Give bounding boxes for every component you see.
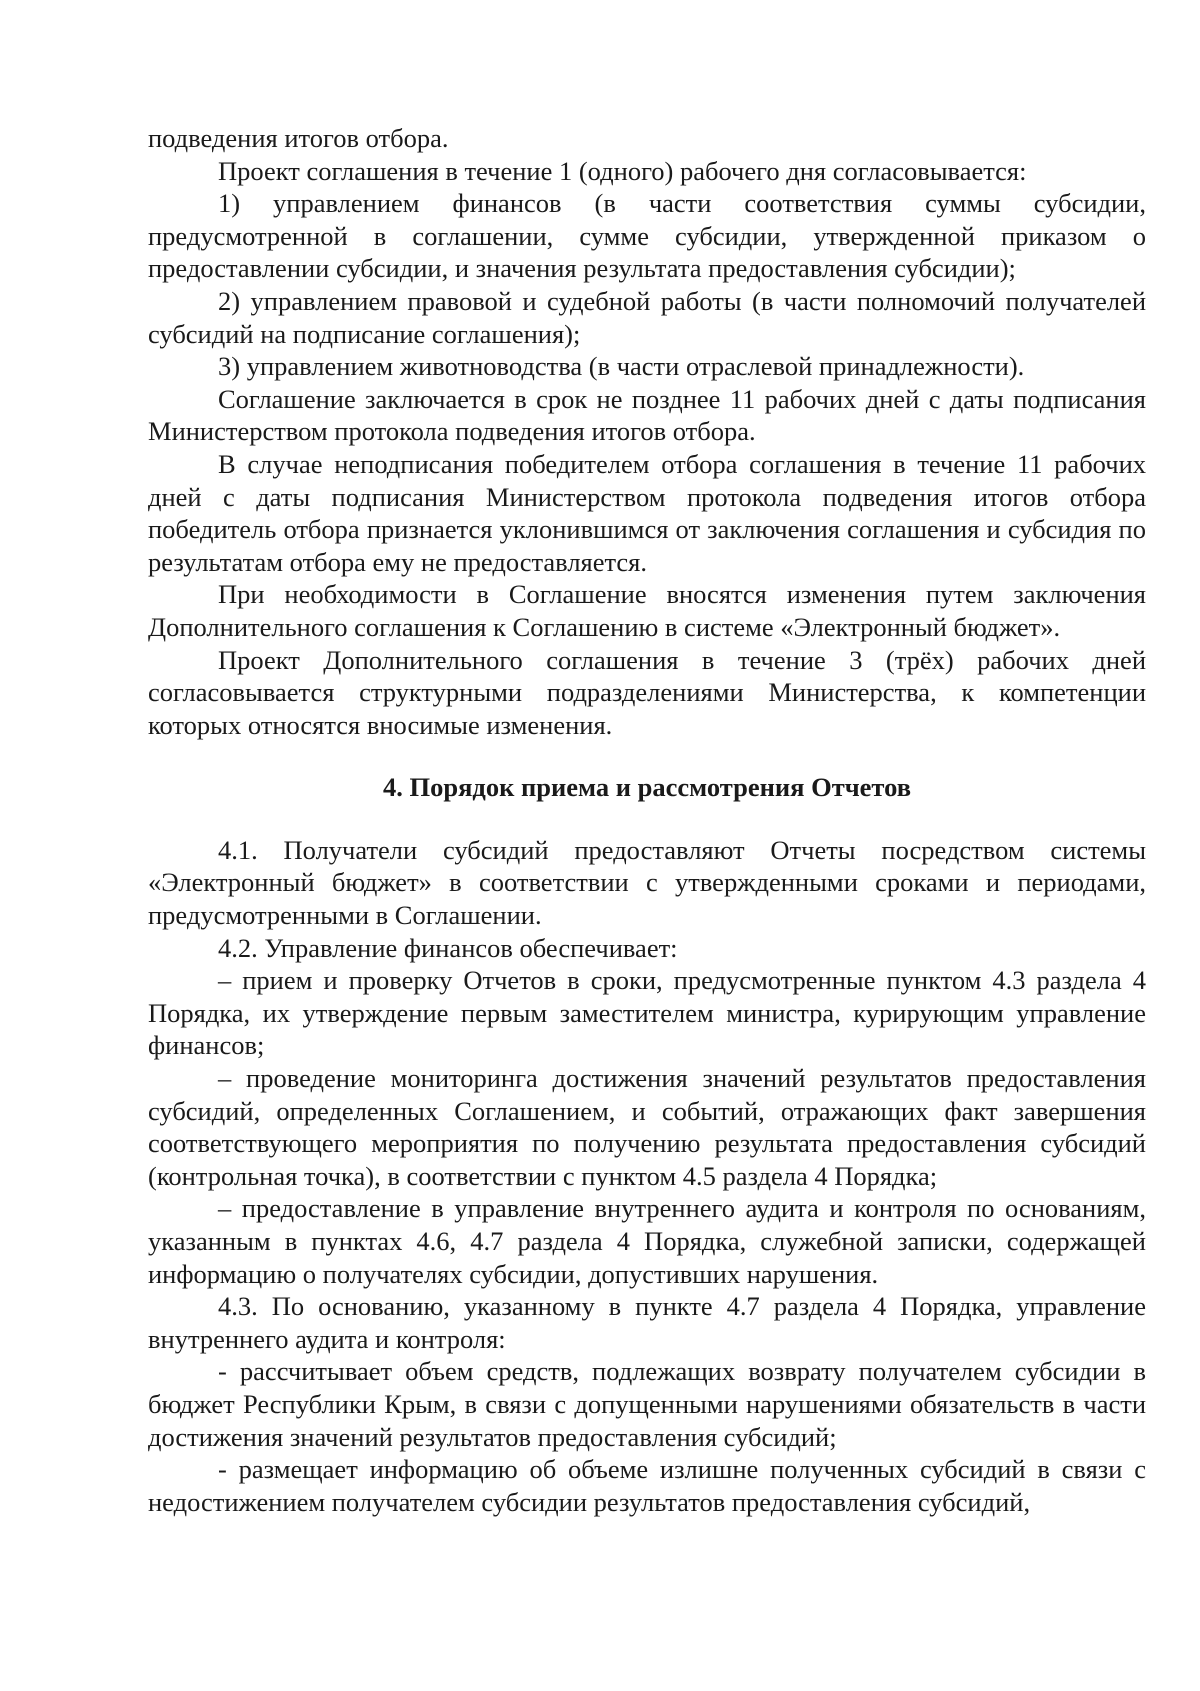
list-item: – проведение мониторинга достижения значений результатов предоставления субсидий, определенных Соглашением, и событий, отражающих факт завершения соответствующего мероприятия по получению результата предоставления субсидий (контрольная точка), в соответствии с пунктом 4.5 раздела 4 Порядка; <box>148 1063 1146 1191</box>
paragraph: 4.1. Получатели субсидий предоставляют Отчеты посредством системы «Электронный бюджет» в соответствии с утвержденными сроками и периодами, предусмотренными в Соглашении. <box>148 834 1146 931</box>
list-item: – предоставление в управление внутреннего аудита и контроля по основаниям, указанным в пунктах 4.6, 4.7 раздела 4 Порядка, служебной записки, содержащей информацию о получателях субсидии, допустивших нарушения. <box>148 1193 1146 1289</box>
list-item: – прием и проверку Отчетов в сроки, предусмотренные пунктом 4.3 раздела 4 Порядка, их утверждение первым заместителем министра, курирующим управление финансов; <box>148 965 1146 1061</box>
paragraph: Проект соглашения в течение 1 (одного) рабочего дня согласовывается: <box>218 155 1027 186</box>
paragraph: 4.3. По основанию, указанному в пункте 4.7 раздела 4 Порядка, управление внутреннего аудита и контроля: <box>148 1291 1146 1354</box>
paragraph: Проект Дополнительного соглашения в течение 3 (трёх) рабочих дней согласовывается структурными подразделениями Министерства, к компетенции которых относятся вносимые изменения. <box>148 644 1146 740</box>
paragraph: В случае неподписания победителем отбора соглашения в течение 11 рабочих дней с даты подписания Министерством протокола подведения итогов отбора победитель отбора признается уклонившимся от заключения соглашения и субсидия по результатам отбора ему не предоставляется. <box>148 448 1146 577</box>
document-page <box>148 122 1146 1518</box>
section-heading: 4. Порядок приема и рассмотрения Отчетов <box>382 772 912 803</box>
list-item: 1) управлением финансов (в части соответствия суммы субсидии, предусмотренной в соглашении, сумме субсидии, утвержденной приказом о предоставлении субсидии, и значения результата предоставления субсидии); <box>148 188 1146 284</box>
list-item: - размещает информацию об объеме излишне полученных субсидий в связи с недостижением получателем субсидии результатов предоставления субсидий, <box>148 1454 1146 1517</box>
paragraph: подведения итогов отбора. <box>148 123 449 153</box>
list-item: 2) управлением правовой и судебной работы (в части полномочий получателей субсидий на подписание соглашения); <box>148 285 1146 349</box>
paragraph: Соглашение заключается в срок не позднее 11 рабочих дней с даты подписания Министерством протокола подведения итогов отбора. <box>148 383 1146 447</box>
list-item: 3) управлением животноводства (в части отраслевой принадлежности). <box>218 351 1025 382</box>
paragraph: 4.2. Управление финансов обеспечивает: <box>218 932 678 963</box>
list-item: - рассчитывает объем средств, подлежащих возврату получателем субсидии в бюджет Республики Крым, в связи с допущенными нарушениями обязательств в части достижения значений результатов предоставления субсидий; <box>148 1356 1146 1452</box>
paragraph: При необходимости в Соглашение вносятся изменения путем заключения Дополнительного соглашения к Соглашению в системе «Электронный бюджет». <box>148 579 1146 642</box>
